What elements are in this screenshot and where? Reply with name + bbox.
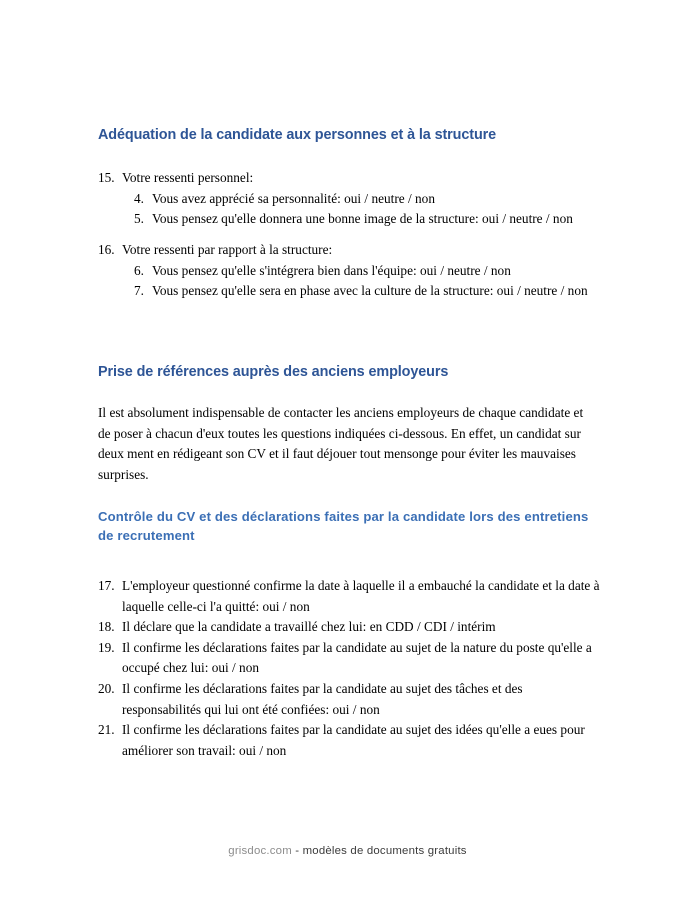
list-item-number: 7. <box>134 282 144 298</box>
subsection-heading-controle-cv: Contrôle du CV et des déclarations faites par la candidate lors des entretiens de recrutement <box>98 509 589 543</box>
list-item <box>98 209 598 229</box>
footer-site-name: grisdoc.com <box>228 845 292 857</box>
section-2-heading-block <box>98 363 448 381</box>
list-item-text: Vous pensez qu'elle s'intégrera bien dans l'équipe: oui / neutre / non <box>152 262 511 278</box>
question-group-17-21 <box>98 576 600 761</box>
list-item-number: 18. <box>98 619 115 635</box>
list-item <box>98 189 598 209</box>
section-2-subheading-block <box>98 508 593 546</box>
list-item <box>98 576 600 617</box>
intro-paragraph: Il est absolument indispensable de contacter les anciens employeurs de chaque candidate et de poser à chacun d'eux toutes les questions indiquées ci-dessous. En effet, un candidat sur deux ment en rédigeant son CV et il faut déjouer tout mensonge pour éviter les mauvaises surprises. <box>98 405 584 482</box>
list-item-number: 17. <box>98 578 115 593</box>
sub-list-16 <box>98 261 598 301</box>
list-item <box>98 261 598 281</box>
page-footer <box>0 845 695 857</box>
numbered-list-16 <box>98 240 598 261</box>
list-item-text: Il déclare que la candidate a travaillé chez lui: en CDD / CDI / intérim <box>122 619 496 635</box>
list-item-text: L'employeur questionné confirme la date à laquelle il a embauché la candidate et la date à laquelle celle-ci l'a quitté: oui / non <box>122 578 600 614</box>
numbered-list-15 <box>98 168 598 189</box>
list-item-text: Votre ressenti personnel: <box>122 170 254 185</box>
list-item <box>98 679 600 720</box>
list-item <box>98 281 598 301</box>
list-item-text: Vous pensez qu'elle donnera une bonne image de la structure: oui / neutre / non <box>152 210 573 226</box>
section-2-paragraph-block <box>98 403 598 485</box>
list-item-text: Il confirme les déclarations faites par la candidate au sujet des tâches et des responsabilités qui lui ont été confiées: oui / non <box>122 680 523 717</box>
list-item-number: 5. <box>134 210 144 226</box>
sub-list-15 <box>98 189 598 229</box>
section-heading-prise-de-references: Prise de références auprès des anciens employeurs <box>98 364 449 380</box>
section-1-heading-block <box>98 126 496 144</box>
list-item <box>98 720 600 761</box>
list-item-number: 15. <box>98 170 115 185</box>
list-item-text: Votre ressenti par rapport à la structure: <box>122 242 333 257</box>
question-group-15 <box>98 168 598 229</box>
question-group-16 <box>98 240 598 301</box>
list-item <box>98 617 600 638</box>
list-item <box>98 240 598 261</box>
list-item-text: Vous pensez qu'elle sera en phase avec la culture de la structure: oui / neutre / non <box>152 282 588 298</box>
list-item-text: Il confirme les déclarations faites par la candidate au sujet de la nature du poste qu'elle a occupé chez lui: oui / non <box>122 639 592 676</box>
list-item-number: 20. <box>98 680 115 696</box>
list-item-number: 6. <box>134 262 144 278</box>
list-item-text: Vous avez apprécié sa personnalité: oui / neutre / non <box>152 190 435 206</box>
list-item-number: 21. <box>98 722 115 738</box>
list-item-number: 16. <box>98 242 115 257</box>
section-heading-adequation: Adéquation de la candidate aux personnes et à la structure <box>98 127 497 143</box>
list-item-number: 4. <box>134 190 144 206</box>
footer-tagline: - modèles de documents gratuits <box>291 845 467 857</box>
list-item-text: Il confirme les déclarations faites par la candidate au sujet des idées qu'elle a eues pour améliorer son travail: oui / non <box>122 722 585 758</box>
numbered-list-17-21 <box>98 576 600 761</box>
list-item <box>98 168 598 189</box>
list-item-number: 19. <box>98 639 115 655</box>
list-item <box>98 638 600 679</box>
